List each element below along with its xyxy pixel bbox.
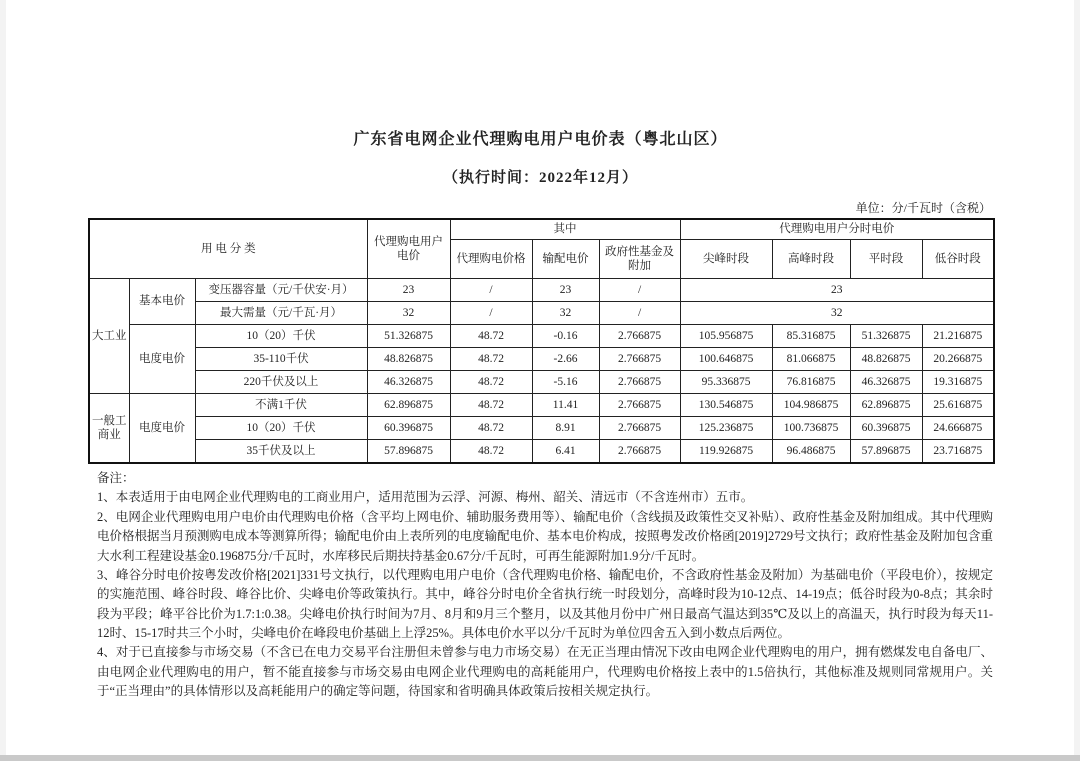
col-header-among-which: 其中 [450,219,680,240]
cell-sharp: 130.546875 [680,394,772,417]
cell-trans: -0.16 [532,325,599,348]
cell-agency: 48.72 [450,348,532,371]
table-header [89,219,994,279]
cell-valley: 23.716875 [922,440,994,464]
cell-peak: 81.066875 [772,348,850,371]
col-header-usage-category: 用 电 分 类 [89,219,367,279]
cell-price: 48.826875 [367,348,450,371]
cell-flat: 51.326875 [850,325,922,348]
cell-valley: 20.266875 [922,348,994,371]
cell-trans: 23 [532,279,599,302]
cell-price: 46.326875 [367,371,450,394]
cell-peak: 100.736875 [772,417,850,440]
cell-flat: 48.826875 [850,348,922,371]
notes-label: 备注： [97,471,135,485]
document-title: 广东省电网企业代理购电用户电价表（粤北山区） [353,131,728,148]
table-row [89,302,994,325]
cell-agency: 48.72 [450,417,532,440]
notes-section [88,469,993,702]
cell-tou-merged: 32 [680,302,994,325]
cell-item: 35千伏及以上 [195,440,367,464]
cell-peak: 104.986875 [772,394,850,417]
cell-sharp: 125.236875 [680,417,772,440]
cell-fund: / [599,279,680,302]
cell-valley: 24.666875 [922,417,994,440]
col-header-agency-user-price: 代理购电用户电价 [367,219,450,279]
cell-peak: 85.316875 [772,325,850,348]
cell-sharp: 100.646875 [680,348,772,371]
cell-agency: / [450,302,532,325]
col-header-sharp-peak: 尖峰时段 [680,240,772,279]
note-item-4: 4、对于已直接参与市场交易（不含已在电力交易平台注册但未曾参与电力市场交易）在无正当理由情况下改由电网企业代理购电的用户，拥有燃煤发电自备电厂、由电网企业代理购电的用户，暂不能直接参与市场交易由电网企业代理购电的高耗能用户，代理购电价格按上表中的1.5倍执行，其他标准及规则同常规用户。关于“正当理由”的具体情形以及高耗能用户的确定等问题，待国家和省明确具体政策后按相关规定执行。 [97,645,993,699]
table-body [89,279,994,464]
cell-item: 10（20）千伏 [195,325,367,348]
cell-flat: 60.396875 [850,417,922,440]
group-cell-energy-price-2: 电度电价 [129,394,195,464]
page-edge-right [1074,0,1080,761]
col-header-agency-purchase-price: 代理购电价格 [450,240,532,279]
cell-trans: 11.41 [532,394,599,417]
cell-trans: 32 [532,302,599,325]
cell-trans: 8.91 [532,417,599,440]
table-row [89,325,994,348]
cell-agency: 48.72 [450,394,532,417]
group-cell-large-industry: 大工业 [89,279,129,394]
cell-agency: 48.72 [450,440,532,464]
note-item-3: 3、峰谷分时电价按粤发改价格[2021]331号文执行，以代理购电用户电价（含代理购电价格、输配电价，不含政府性基金及附加）为基础电价（平段电价），按规定的实施范围、峰谷时段、峰谷比价、尖峰电价等政策执行。其中，峰谷分时电价全省执行统一时段划分，高峰时段为10-12点、14-19点；低谷时段为0-8点；其余时段为平段；峰平谷比价为1.7:1:0.38。尖峰电价执行时间为7月、8月和9月三个整月，以及其他月份中广州日最高气温达到35℃及以上的高温天，执行时段为每天11-12时、15-17时共三个小时，尖峰电价在峰段电价基础上上浮25%。具体电价水平以分/千瓦时为单位四舍五入到小数点后两位。 [97,567,993,640]
cell-valley: 21.216875 [922,325,994,348]
col-header-high-peak: 高峰时段 [772,240,850,279]
col-header-tou-price: 代理购电用户分时电价 [680,219,994,240]
page-edge-left [0,0,6,761]
table-row [89,348,994,371]
col-header-flat: 平时段 [850,240,922,279]
cell-item: 最大需量（元/千瓦·月） [195,302,367,325]
cell-tou-merged: 23 [680,279,994,302]
col-header-valley: 低谷时段 [922,240,994,279]
cell-fund: 2.766875 [599,440,680,464]
cell-sharp: 95.336875 [680,371,772,394]
cell-price: 32 [367,302,450,325]
cell-fund: 2.766875 [599,371,680,394]
cell-item: 220千伏及以上 [195,371,367,394]
group-cell-energy-price: 电度电价 [129,325,195,394]
table-row [89,371,994,394]
cell-fund: 2.766875 [599,417,680,440]
page-edge-bottom [0,755,1080,761]
cell-item: 35-110千伏 [195,348,367,371]
cell-trans: 6.41 [532,440,599,464]
execution-time-subtitle: （执行时间：2022年12月） [442,170,638,186]
group-cell-general-commerce: 一般工商业 [89,394,129,464]
col-header-gov-fund: 政府性基金及附加 [599,240,680,279]
cell-price: 62.896875 [367,394,450,417]
cell-sharp: 105.956875 [680,325,772,348]
note-item-1: 1、本表适用于由电网企业代理购电的工商业用户，适用范围为云浮、河源、梅州、韶关、清远市（不含连州市）五市。 [97,490,754,505]
cell-flat: 46.326875 [850,371,922,394]
cell-agency: 48.72 [450,325,532,348]
unit-note: 单位：分/千瓦时（含税） [855,201,991,215]
cell-fund: / [599,302,680,325]
cell-trans: -5.16 [532,371,599,394]
cell-item: 10（20）千伏 [195,417,367,440]
cell-price: 57.896875 [367,440,450,464]
cell-peak: 76.816875 [772,371,850,394]
cell-valley: 19.316875 [922,371,994,394]
cell-agency: 48.72 [450,371,532,394]
cell-item: 不满1千伏 [195,394,367,417]
cell-price: 23 [367,279,450,302]
table-row [89,417,994,440]
cell-flat: 62.896875 [850,394,922,417]
cell-flat: 57.896875 [850,440,922,464]
document-content [88,0,993,702]
cell-price: 51.326875 [367,325,450,348]
table-row [89,394,994,417]
cell-valley: 25.616875 [922,394,994,417]
cell-fund: 2.766875 [599,394,680,417]
table-row [89,279,994,302]
note-item-2: 2、电网企业代理购电用户电价由代理购电价格（含平均上网电价、辅助服务费用等）、输配电价（含线损及政策性交叉补贴）、政府性基金及附加组成。其中代理购电价格根据当月预测购电成本等测算所得；输配电价由上表所列的电度输配电价、基本电价构成，按照粤发改价格函[2019]2729号文执行；政府性基金及附加包含重大水利工程建设基金0.196875分/千瓦时，水库移民后期扶持基金0.67分/千瓦时，可再生能源附加1.9分/千瓦时。 [97,509,993,563]
cell-fund: 2.766875 [599,348,680,371]
cell-price: 60.396875 [367,417,450,440]
col-header-transmission-price: 输配电价 [532,240,599,279]
electricity-price-table [88,218,995,464]
cell-trans: -2.66 [532,348,599,371]
group-cell-basic-price: 基本电价 [129,279,195,325]
table-row [89,440,994,464]
cell-agency: / [450,279,532,302]
cell-peak: 96.486875 [772,440,850,464]
cell-sharp: 119.926875 [680,440,772,464]
cell-item: 变压器容量（元/千伏安·月） [195,279,367,302]
cell-fund: 2.766875 [599,325,680,348]
